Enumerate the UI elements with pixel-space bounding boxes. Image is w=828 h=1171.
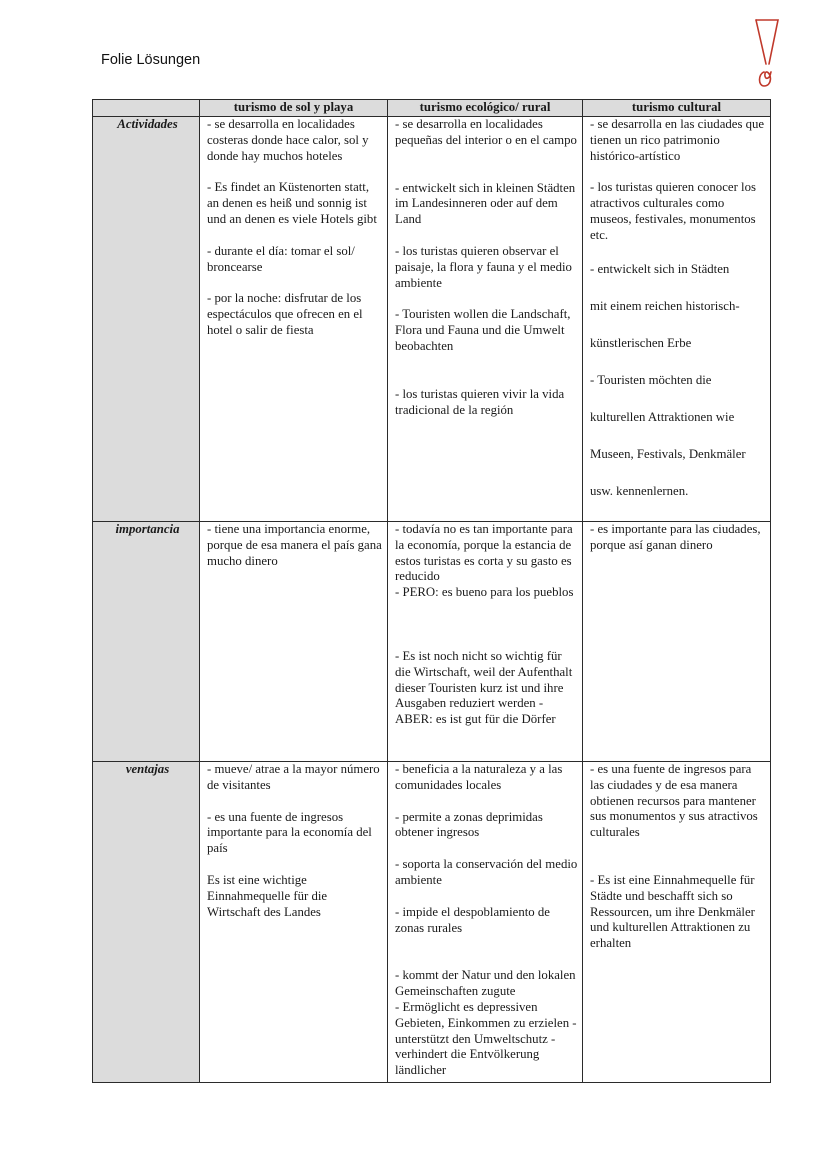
list-item: - se desarrolla en localidades pequeñas del interior o en el campo <box>395 117 577 147</box>
list-item: - es una fuente de ingresos para las ciudades y de esa manera obtienen recursos para mantener sus monumentos y sus atractivos culturales <box>590 762 758 840</box>
list-item: - Es ist eine Einnahmequelle für Städte und beschafft sich so Ressourcen, um ihre Denkmäler und kulturellen Attraktionen zu erhalten <box>590 872 755 951</box>
cell-actividades-sol <box>200 117 388 522</box>
list-item: - Touristen möchten die <box>590 372 712 387</box>
table-row <box>93 117 771 522</box>
list-item: - Touristen wollen die Landschaft, Flora und Fauna und die Umwelt beobachten <box>395 307 571 353</box>
header-ecologico-rural: turismo ecológico/ rural <box>388 100 583 117</box>
header-cultural: turismo cultural <box>583 100 771 117</box>
cell-ventajas-eco <box>388 762 583 1083</box>
list-item: - mueve/ atrae a la mayor número de visitantes <box>207 762 380 792</box>
list-item: künstlerischen Erbe <box>590 335 692 350</box>
list-item: - permite a zonas deprimidas obtener ingresos <box>395 809 543 840</box>
cell-ventajas-cultural <box>583 762 771 1083</box>
list-item: usw. kennenlernen. <box>590 483 689 498</box>
list-item: - Es findet an Küstenorten statt, an denen es heiß und sonnig ist und an denen es viele Hotels gibt <box>207 180 377 226</box>
list-item: - los turistas quieren conocer los atractivos culturales como museos, festivales, monumentos etc. <box>590 180 756 242</box>
header-corner <box>93 100 200 117</box>
cell-importancia-cultural <box>583 522 771 762</box>
list-item: - se desarrolla en las ciudades que tienen un rico patrimonio histórico-artístico <box>590 117 765 163</box>
list-item: - kommt der Natur und den lokalen Gemeinschaften zugute <box>395 968 576 999</box>
list-item: - tiene una importancia enorme, porque de esa manera el país gana mucho dinero <box>207 522 382 568</box>
header-row <box>93 100 771 117</box>
list-item: mit einem reichen historisch- <box>590 298 740 313</box>
list-item: - se desarrolla en localidades costeras donde hace calor, sol y donde hay muchos hoteles <box>207 117 369 163</box>
list-item: kulturellen Attraktionen wie <box>590 409 735 424</box>
page-title: Folie Lösungen <box>101 52 201 68</box>
row-label-actividades: Actividades <box>93 117 200 522</box>
list-item: - los turistas quieren observar el paisaje, la flora y fauna y el medio ambiente <box>395 243 572 290</box>
list-item: - es una fuente de ingresos importante para la economía del país <box>207 809 372 856</box>
table-row <box>93 522 771 762</box>
row-label-importancia: importancia <box>93 522 200 762</box>
list-item: - es importante para las ciudades, porque así ganan dinero <box>590 522 761 552</box>
header-sol-playa: turismo de sol y playa <box>200 100 388 117</box>
list-item: - soporta la conservación del medio ambiente <box>395 857 578 887</box>
list-item: Museen, Festivals, Denkmäler <box>590 446 746 461</box>
list-item: - entwickelt sich in kleinen Städten im Landesinneren oder auf dem Land <box>395 180 576 227</box>
list-item: - los turistas quieren vivir la vida tradicional de la región <box>395 386 565 417</box>
row-label-ventajas: ventajas <box>93 762 200 1083</box>
list-item: - beneficia a la naturaleza y a las comunidades locales <box>395 762 563 792</box>
list-item: - Ermöglicht es depressiven Gebieten, Einkommen zu erzielen - unterstützt den Umweltschutz - verhindert die Entvölkerung ländlicher <box>395 999 577 1078</box>
table-row <box>93 762 771 1083</box>
cell-ventajas-sol <box>200 762 388 1083</box>
cell-importancia-sol <box>200 522 388 762</box>
cell-actividades-eco <box>388 117 583 522</box>
list-item: - todavía no es tan importante para la economía, porque la estancia de estos turistas es corta y su gasto es reducido <box>395 522 573 584</box>
list-item: - por la noche: disfrutar de los espectáculos que ofrecen en el hotel o salir de fiesta <box>207 291 363 337</box>
cell-importancia-eco <box>388 522 583 762</box>
handwritten-mark-icon <box>750 14 790 94</box>
list-item: - impide el despoblamiento de zonas rurales <box>395 904 550 935</box>
cell-actividades-cultural <box>583 117 771 522</box>
list-item: - entwickelt sich in Städten <box>590 261 730 276</box>
list-item: Es ist eine wichtige Einnahmequelle für die Wirtschaft des Landes <box>207 872 328 919</box>
list-item: - PERO: es bueno para los pueblos <box>395 585 574 600</box>
list-item: - Es ist noch nicht so wichtig für die Wirtschaft, weil der Aufenthalt dieser Touristen kurz ist und ihre Ausgaben reduziert werden - ABER: es ist gut für die Dörfer <box>395 648 573 727</box>
list-item: - durante el día: tomar el sol/ broncearse <box>207 243 355 274</box>
tourism-table <box>92 99 771 1083</box>
